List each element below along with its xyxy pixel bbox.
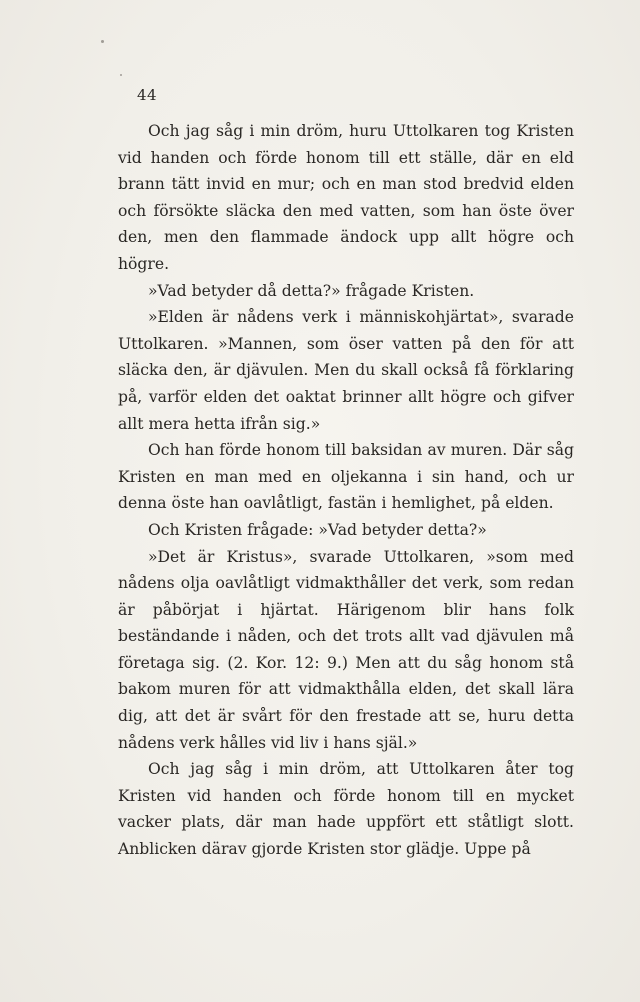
paragraph: »Det är Kristus», svarade Uttolkaren, »som med nådens olja oavlåtligt vidmakthåller det verk, som redan är påbörjat i hjärtat. Härigenom blir hans folk beständande i nåden, och det trots allt vad djävulen må företaga sig. (2. Kor. 12: 9.) Men att du såg honom stå bakom muren för att vidmakthålla elden, det skall lära dig, att det är svårt för den frestade att se, huru detta nådens verk hålles vid liv i hans själ.» [118, 547, 574, 752]
body-text [118, 118, 574, 863]
paragraph: »Vad betyder då detta?» frågade Kristen. [148, 281, 475, 300]
paragraph: Och jag såg i min dröm, huru Uttolkaren tog Kristen vid handen och förde honom till ett ställe, där en eld brann tätt invid en mur; och en man stod bredvid elden och försökte släcka den med vatten, som han öste över den, men den flammade ändock upp allt högre och högre. [118, 122, 574, 273]
paragraph: Och Kristen frågade: »Vad betyder detta?» [148, 520, 487, 539]
paragraph: Och han förde honom till baksidan av muren. Där såg Kristen en man med en oljekanna i sin hand, och ur denna öste han oavlåtligt, fastän i hemlighet, på elden. [118, 441, 574, 513]
paragraph: »Elden är nådens verk i människohjärtat», svarade Uttolkaren. »Mannen, som öser vatten på den för att släcka den, är djävulen. Men du skall också få förklaring på, varför elden det oaktat brinner allt högre och gifver allt mera hetta ifrån sig.» [118, 308, 574, 433]
page-number: 44 [137, 86, 158, 104]
paragraph: Och jag såg i min dröm, att Uttolkaren åter tog Kristen vid handen och förde honom till en mycket vacker plats, där man hade uppfört ett ståtligt slott. Anblicken därav gjorde Kristen stor glädje. Uppe på [118, 760, 574, 859]
paper-speck [101, 40, 104, 43]
paper-speck [120, 74, 122, 76]
